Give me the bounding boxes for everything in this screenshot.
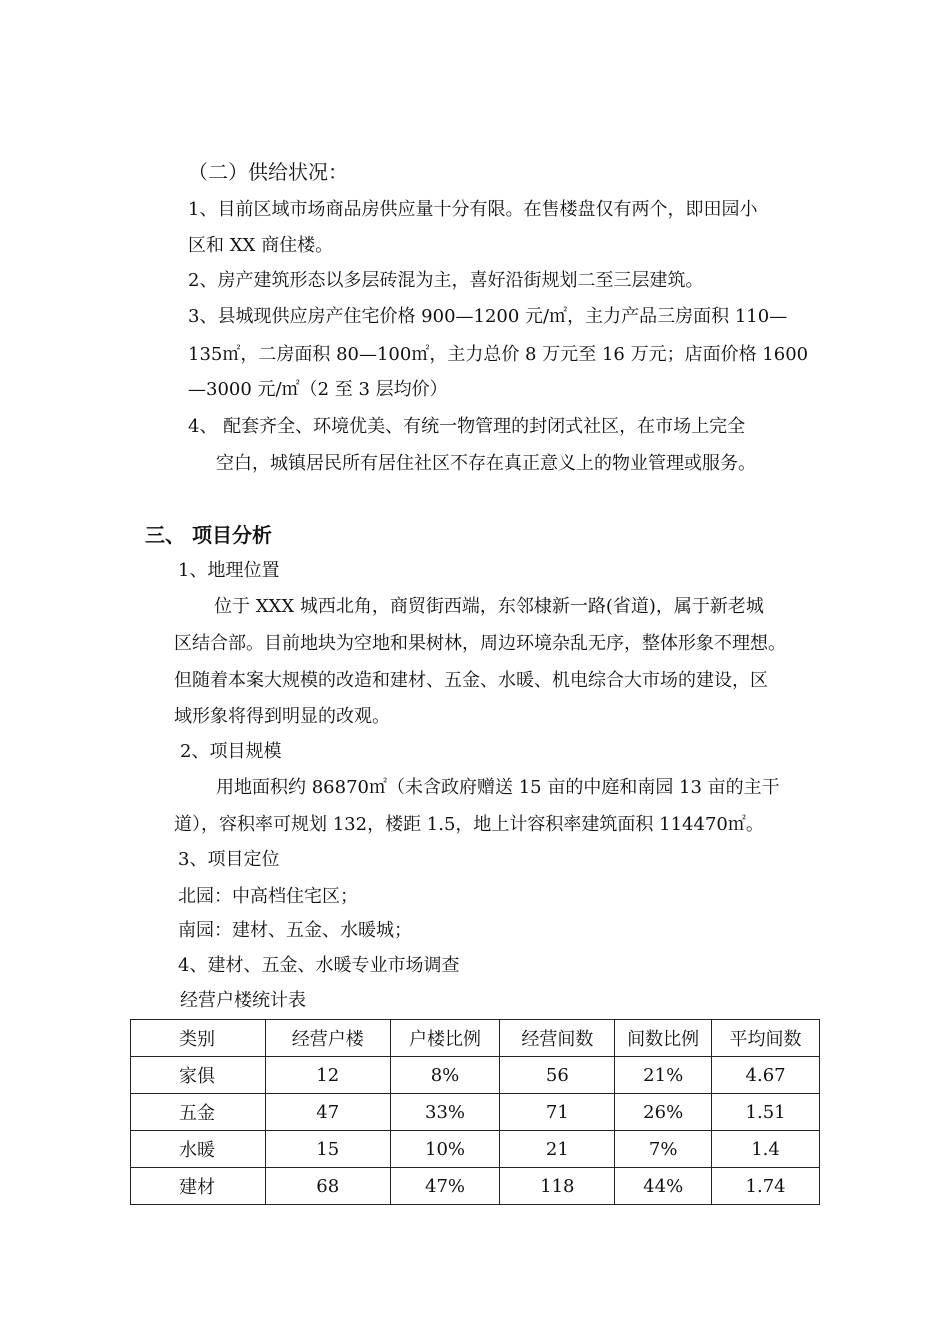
table-cell: 47 xyxy=(265,1094,390,1131)
table-cell: 五金 xyxy=(131,1094,266,1131)
stats-table xyxy=(130,1019,820,1205)
positioning-north: 北园：中高档住宅区； xyxy=(178,886,358,907)
table-row xyxy=(131,1094,820,1131)
table-cell: 26% xyxy=(615,1094,712,1131)
table-cell: 118 xyxy=(500,1168,615,1205)
table-cell: 47% xyxy=(390,1168,500,1205)
table-cell: 44% xyxy=(615,1168,712,1205)
table-row xyxy=(131,1057,820,1094)
table-cell: 1.4 xyxy=(712,1131,820,1168)
supply-item-3-line-1: 3、县城现供应房产住宅价格 900—1200 元/㎡，主力产品三房面积 110— xyxy=(188,306,788,327)
supply-item-4-line-1: 4、 配套齐全、环境优美、有统一物管理的封闭式社区，在市场上完全 xyxy=(188,416,746,437)
column-header: 类别 xyxy=(131,1020,266,1057)
location-line-3: 但随着本案大规模的改造和建材、五金、水暖、机电综合大市场的建设，区 xyxy=(174,670,768,691)
table-cell: 水暖 xyxy=(131,1131,266,1168)
supply-item-1-line-1: 1、目前区域市场商品房供应量十分有限。在售楼盘仅有两个，即田园小 xyxy=(188,199,758,220)
table-cell: 1.74 xyxy=(712,1168,820,1205)
positioning-title: 3、项目定位 xyxy=(178,849,280,870)
survey-title: 4、建材、五金、水暖专业市场调查 xyxy=(178,955,460,976)
table-cell: 1.51 xyxy=(712,1094,820,1131)
table-cell: 12 xyxy=(265,1057,390,1094)
table-header-row xyxy=(131,1020,820,1057)
location-line-4: 域形象将得到明显的改观。 xyxy=(174,706,390,727)
table-caption: 经营户楼统计表 xyxy=(180,990,306,1011)
analysis-heading: 三、 项目分析 xyxy=(145,523,272,547)
column-header: 户楼比例 xyxy=(390,1020,500,1057)
column-header: 平均间数 xyxy=(712,1020,820,1057)
table-cell: 10% xyxy=(390,1131,500,1168)
scale-title: 2、项目规模 xyxy=(180,741,282,762)
supply-heading: （二）供给状况： xyxy=(188,160,348,184)
table-cell: 7% xyxy=(615,1131,712,1168)
table-cell: 71 xyxy=(500,1094,615,1131)
table-row xyxy=(131,1168,820,1205)
supply-item-1-line-2: 区和 XX 商住楼。 xyxy=(188,235,334,256)
table-cell: 68 xyxy=(265,1168,390,1205)
positioning-south: 南园：建材、五金、水暖城； xyxy=(178,920,412,941)
location-line-2: 区结合部。目前地块为空地和果树林，周边环境杂乱无序，整体形象不理想。 xyxy=(174,633,786,654)
table-row xyxy=(131,1131,820,1168)
column-header: 间数比例 xyxy=(615,1020,712,1057)
table-cell: 家俱 xyxy=(131,1057,266,1094)
supply-item-2-line-1: 2、房产建筑形态以多层砖混为主，喜好沿街规划二至三层建筑。 xyxy=(188,270,704,291)
table-cell: 56 xyxy=(500,1057,615,1094)
table-cell: 21 xyxy=(500,1131,615,1168)
location-line-1: 位于 XXX 城西北角，商贸街西端，东邻棣新一路(省道)，属于新老城 xyxy=(214,596,764,617)
supply-item-3-line-2: 135㎡，二房面积 80—100㎡，主力总价 8 万元至 16 万元；店面价格 1600 xyxy=(188,344,809,365)
column-header: 经营间数 xyxy=(500,1020,615,1057)
column-header: 经营户楼 xyxy=(265,1020,390,1057)
scale-line-2: 道），容积率可规划 132，楼距 1.5，地上计容积率建筑面积 114470㎡。 xyxy=(174,814,764,835)
table-cell: 15 xyxy=(265,1131,390,1168)
table-cell: 8% xyxy=(390,1057,500,1094)
scale-line-1: 用地面积约 86870㎡（未含政府赠送 15 亩的中庭和南园 13 亩的主干 xyxy=(216,777,780,798)
table-cell: 4.67 xyxy=(712,1057,820,1094)
supply-item-4-line-2: 空白，城镇居民所有居住社区不存在真正意义上的物业管理或服务。 xyxy=(216,453,756,474)
table-cell: 33% xyxy=(390,1094,500,1131)
table-cell: 建材 xyxy=(131,1168,266,1205)
location-title: 1、地理位置 xyxy=(178,560,280,581)
supply-item-3-line-3: —3000 元/㎡（2 至 3 层均价） xyxy=(188,379,448,400)
table-cell: 21% xyxy=(615,1057,712,1094)
